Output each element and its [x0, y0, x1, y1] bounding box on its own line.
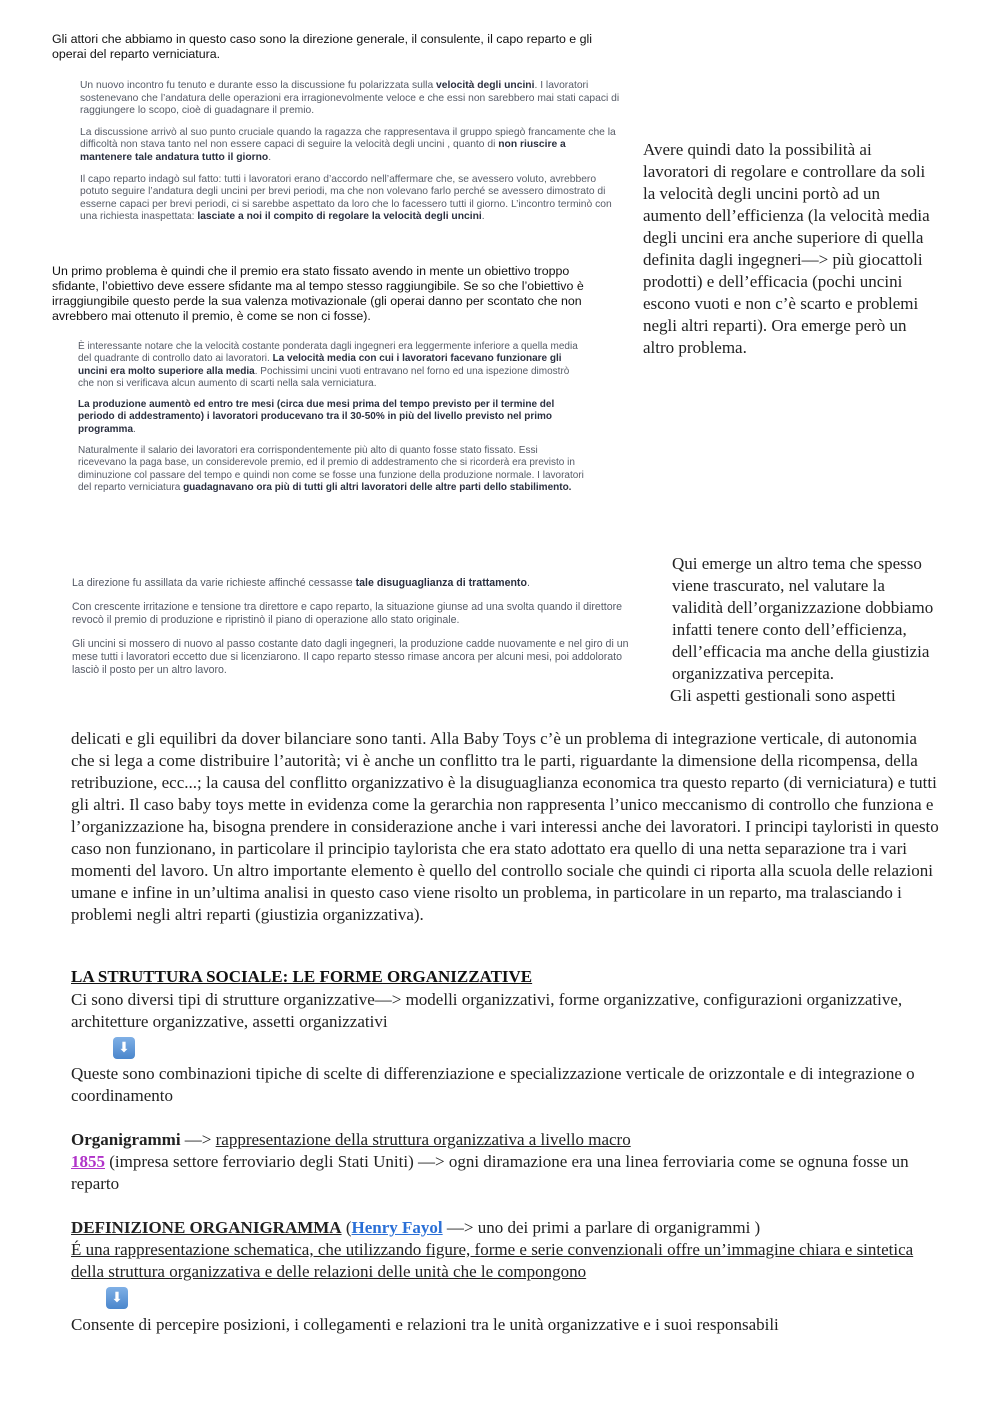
section-title: LA STRUTTURA SOCIALE: LE FORME ORGANIZZATIVE [71, 967, 533, 986]
definition-heading [71, 1217, 941, 1239]
excerpt-paragraph [72, 577, 637, 590]
down-arrow-icon: ⬇ [106, 1287, 128, 1309]
quoted-excerpt-3 [72, 577, 637, 688]
organigrammi-description: rappresentazione della struttura organizzativa a livello macro [215, 1130, 631, 1149]
excerpt-text: . [526, 577, 530, 589]
final-text: Consente di percepire posizioni, i collegamenti e relazioni tra le unità organizzative e i suoi responsabili [71, 1315, 779, 1334]
excerpt-bold: tale disuguaglianza di trattamento [355, 577, 527, 589]
side-note-text: Qui emerge un altro tema che spesso viene trascurato, nel valutare la validità dell’organizzazione dobbiamo infatti tenere conto dell’efficienza, dell’efficacia ma anche della giustizia organizzativa percepita. [672, 554, 934, 683]
organigrammi-label: Organigrammi [71, 1130, 181, 1149]
body-paragraph: delicati e gli equilibri da dover bilanciare sono tanti. Alla Baby Toys c’è un problema di integrazione verticale, di autonomia che si lega a come distribuire l’autorità; vi è anche un conflitto tra le parti, riguardante la dimensione della ricompensa, della retribuzione, ecc...; la causa del conflitto organizzativo è la disuguaglianza economica tra questo reparto (di verniciatura) e tutti gli altri. Il caso baby toys mette in evidenza come la gerarchia non rappresenta l’unico meccanismo di controllo che funziona e l’organizzazione ha, bisogna prendere in considerazione anche i vari interessi anche dei lavoratori. I principi tayloristi in questo caso non funzionano, in particolare il principio taylorista che era stato adottato era quello di una netta separazione tra i vari momenti del lavoro. Un altro importante elemento è quello del controllo sociale che quindi ci riporta alla scuola delle relazioni umane e infine in un’ultima analisi in questo caso viene risolto un problema, in particolare in un reparto, ma tralasciando i problemi negli altri reparti (giustizia organizzativa). [71, 729, 939, 924]
excerpt-text: La direzione fu assillata da varie richieste affinché cessasse [72, 577, 356, 589]
definition-label: DEFINIZIONE ORGANIGRAMMA [71, 1218, 342, 1237]
excerpt-text: È interessante notare che la velocità costante ponderata dagli ingegneri era leggermente inferiore a quella media del quadrante di controllo dato ai lavoratori. [78, 341, 578, 365]
excerpt-paragraph [78, 399, 588, 436]
excerpt-bold: non riuscire a mantenere tale andatura tutto il giorno [80, 139, 566, 163]
year-line [71, 1151, 941, 1195]
excerpt-paragraph [80, 174, 620, 224]
excerpt-text: . [481, 211, 485, 223]
intro-text: Gli attori che abbiamo in questo caso sono la direzione generale, il consulente, il capo reparto e gli operai del reparto verniciatura. [52, 32, 593, 61]
year-description: (impresa settore ferroviario degli Stati Uniti) —> ogni diramazione era una linea ferroviaria come se ognuna fosse un reparto [71, 1152, 909, 1193]
definition-text: É una rappresentazione schematica, che utilizzando figure, forme e serie convenzionali offre un’immagine chiara e sintetica della struttura organizzativa e delle relazioni delle unità che le compongono [71, 1240, 914, 1281]
excerpt-text: Naturalmente il salario dei lavoratori era corrispondentemente più alto di quanto fosse stato fissato. Essi ricevevano la paga base, un considerevole premio, ed il premio di addestramento che si ricorderà era previsto in diminuzione col passare del tempo e quindi non come se fosse una funzione della produzione normale. I lavoratori del reparto verniciatura [78, 445, 584, 493]
excerpt-paragraph [80, 80, 620, 118]
arrow-text: —> [180, 1130, 216, 1149]
excerpt-text: . [268, 151, 272, 163]
side-note-tail: Gli aspetti gestionali sono aspetti [670, 686, 896, 705]
excerpt-paragraph [80, 127, 620, 165]
excerpt-bold: velocità degli uncini [436, 80, 535, 91]
section-text-1: Ci sono diversi tipi di strutture organizzative—> modelli organizzativi, forme organizzative, configurazioni organizzative, architetture organizzative, assetti organizzativi [71, 990, 903, 1031]
excerpt-paragraph [78, 445, 588, 494]
excerpt-bold: lasciate a noi il compito di regolare la velocità degli uncini [197, 211, 482, 223]
excerpt-text: Un nuovo incontro fu tenuto e durante esso la discussione fu polarizzata sulla [80, 80, 437, 91]
excerpt-bold: guadagnavano ora più di tutti gli altri lavoratori delle altre parti dello stabilimento. [183, 481, 572, 493]
side-note-1: Avere quindi dato la possibilità ai lavoratori di regolare e controllare da soli la velocità degli uncini portò ad un aumento dell’efficienza (la velocità media degli uncini era anche superiore di quella definita dagli ingegneri—> più giocattoli prodotti) e dell’efficacia (pochi uncini escono vuoti e non c’è scarto e problemi negli altri reparti). Ora emerge però un altro problema. [643, 140, 930, 357]
excerpt-text: Il capo reparto indagò sul fatto: tutti i lavoratori erano d’accordo nell’affermare che, se avessero voluto, avrebbero potuto seguire l’andatura degli uncini per brevi periodi, ma che non volevano farlo perché se avessero dimostrato di esserne capaci per brevi periodi, ci si sarebbe aspettato da loro che lo facessero tutti il giorno. L’incontro terminò con una richiesta inaspettata: [80, 173, 612, 223]
year-link[interactable]: 1855 [71, 1152, 105, 1171]
paren-open: ( [341, 1218, 352, 1237]
excerpt-bold: La velocità media con cui i lavoratori facevano funzionare gli uncini era molto superiore alla media [78, 353, 562, 377]
excerpt-text: . I lavoratori sostenevano che l’andatura delle operazioni era irragionevolmente veloce e che essi non sarebbero mai stati capaci di raggiungere lo scopo, cioè di guadagnare il premio. [80, 80, 620, 117]
excerpt-paragraph [78, 341, 588, 390]
side-note-2 [672, 553, 934, 707]
definition-note: —> uno dei primi a parlare di organigrammi ) [442, 1218, 761, 1237]
excerpt-text: . Pochissimi uncini vuoti entravano nel forno ed una ispezione dimostrò che non si verificava alcun aumento di scarti nella sala verniciatura. [78, 365, 570, 389]
problem-text: Un primo problema è quindi che il premio era stato fissato avendo in mente un obiettivo troppo sfidante, l’obiettivo deve essere sfidante ma al tempo stesso raggiungibile. Se so che l’obiettivo è irraggiungibile questo perde la sua valenza motivazionale (gli operai danno per scontato che non avrebbero mai ottenuto il premio, è come se non ci fosse). [52, 264, 584, 323]
down-arrow-icon: ⬇ [113, 1037, 135, 1059]
excerpt-paragraph: Gli uncini si mossero di nuovo al passo costante dato dagli ingegneri, la produzione cadde nuovamente e nel giro di un mese tutti i lavoratori eccetto due si licenziarono. Il capo reparto stesso rimase ancora per alcuni mesi, poi addolorato lasciò il posto per un altro lavoro. [72, 638, 629, 676]
excerpt-bold: La produzione aumentò ed entro tre mesi (circa due mesi prima del tempo previsto per il termine del periodo di addestramento) i lavoratori producevano tra il 30-50% in più del livello previsto nel primo programma [78, 399, 555, 435]
organigrammi-line [71, 1129, 941, 1151]
author-link[interactable]: Henry Fayol [351, 1218, 443, 1237]
quoted-excerpt-2 [78, 341, 588, 503]
excerpt-text: La discussione arrivò al suo punto cruciale quando la ragazza che rappresentava il gruppo spiegò francamente che la difficoltà non stava tanto nel non essere capaci di seguire la velocità degli uncini , quanto di [80, 126, 616, 151]
excerpt-text: . [133, 423, 136, 435]
section-text-2: Queste sono combinazioni tipiche di scelte di differenziazione e specializzazione verticale de orizzontale e di integrazione o coordinamento [71, 1064, 915, 1105]
quoted-excerpt-1 [80, 80, 620, 233]
excerpt-paragraph: Con crescente irritazione e tensione tra direttore e capo reparto, la situazione giunse ad una svolta quando il direttore revocò il premio di produzione e ripristinò il piano di operazione allo stato originale. [72, 601, 623, 626]
